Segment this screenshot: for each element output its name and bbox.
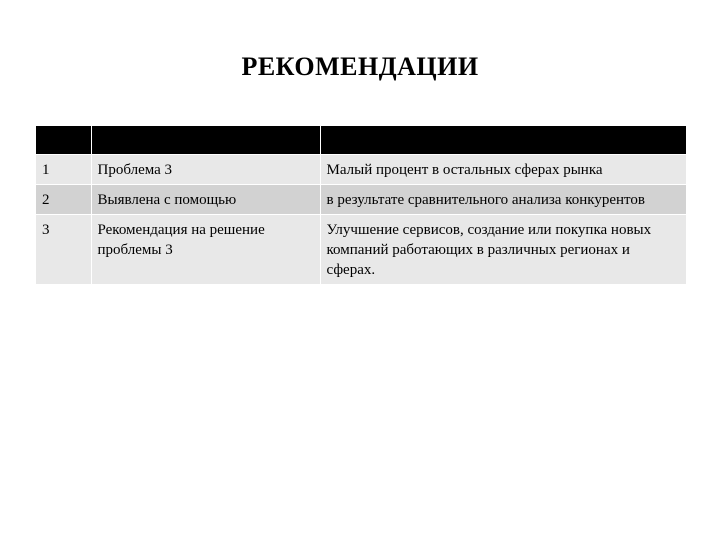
page-title: РЕКОМЕНДАЦИИ: [241, 52, 479, 81]
header-cell-value: [320, 126, 686, 155]
row-number: 2: [36, 185, 91, 215]
recommendations-table: [36, 126, 686, 284]
table-row: [36, 185, 686, 215]
table-header-row: [36, 126, 686, 155]
header-cell-number: [36, 126, 91, 155]
table-row: [36, 215, 686, 285]
header-cell-label: [91, 126, 320, 155]
row-label: Рекомендация на решение проблемы 3: [91, 215, 320, 285]
row-label: Выявлена с помощью: [91, 185, 320, 215]
row-value: в результате сравнительного анализа конкурентов: [320, 185, 686, 215]
row-number: 1: [36, 155, 91, 185]
row-number: 3: [36, 215, 91, 285]
row-value: Улучшение сервисов, создание или покупка новых компаний работающих в различных регионах и сферах.: [320, 215, 686, 285]
table-row: [36, 155, 686, 185]
row-label: Проблема 3: [91, 155, 320, 185]
row-value: Малый процент в остальных сферах рынка: [320, 155, 686, 185]
